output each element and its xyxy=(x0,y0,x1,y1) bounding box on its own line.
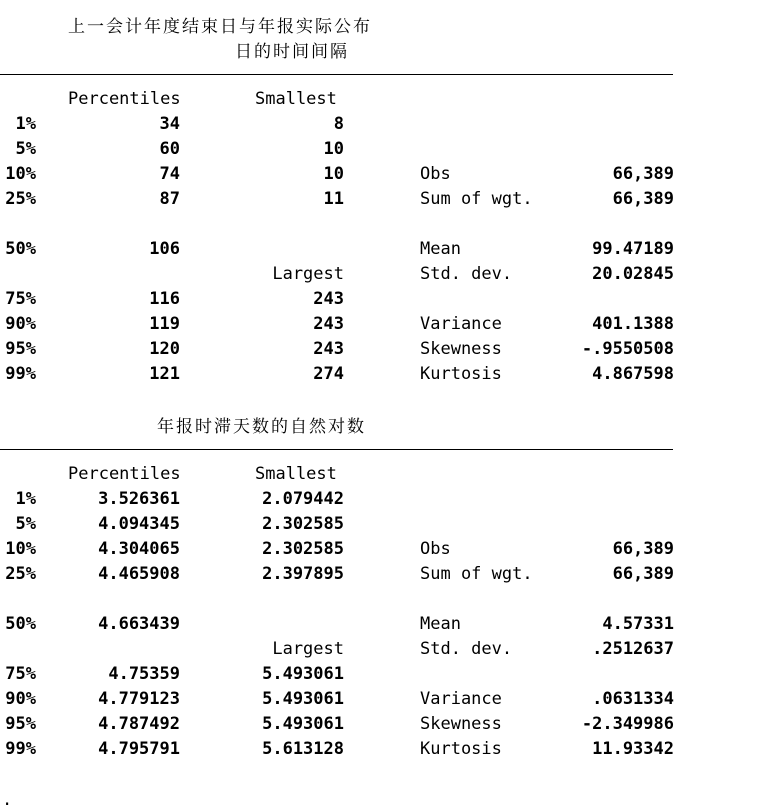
block2-smallest-value: 2.079442 xyxy=(262,489,344,509)
block1-largest-value: 243 xyxy=(313,339,344,359)
block1-smallest-header: Smallest xyxy=(255,89,337,109)
block1-obs-label: Obs xyxy=(420,164,451,184)
block1-sumwgt-value: 66,389 xyxy=(612,189,674,209)
block1-title-line2: 日的时间间隔 xyxy=(235,42,349,62)
block2-pct-value: 3.526361 xyxy=(98,489,180,509)
block2-pct-label: 1% xyxy=(15,489,36,509)
block2-sd-value: .2512637 xyxy=(592,639,674,659)
block1-pct-value: 60 xyxy=(159,139,180,159)
block1-pct-label: 95% xyxy=(5,339,36,359)
block1-pct-label: 90% xyxy=(5,314,36,334)
block1-skewness-label: Skewness xyxy=(420,339,502,359)
block2-pct-value: 4.465908 xyxy=(98,564,180,584)
block2-smallest-value: 2.302585 xyxy=(262,539,344,559)
block1-pct-label: 99% xyxy=(5,364,36,384)
block1-pct-value: 116 xyxy=(149,289,180,309)
block2-pct-label: 75% xyxy=(5,664,36,684)
block2-sd-label: Std. dev. xyxy=(420,639,513,659)
block1-sd-label: Std. dev. xyxy=(420,264,513,284)
block2-pct-value: 4.779123 xyxy=(98,689,180,709)
block1-pct-label: 50% xyxy=(5,239,36,259)
block1-divider xyxy=(0,74,673,75)
block1-pct-label: 1% xyxy=(15,114,36,134)
block1-title-line1: 上一会计年度结束日与年报实际公布 xyxy=(68,17,372,37)
block2-skewness-value: -2.349986 xyxy=(581,714,674,734)
block2-largest-value: 5.493061 xyxy=(262,689,344,709)
block1-variance-value: 401.1388 xyxy=(592,314,674,334)
block2-skewness-label: Skewness xyxy=(420,714,502,734)
block2-kurtosis-label: Kurtosis xyxy=(420,739,502,759)
block2-kurtosis-value: 11.93342 xyxy=(592,739,674,759)
block2-variance-value: .0631334 xyxy=(592,689,674,709)
block2-pct-value: 4.304065 xyxy=(98,539,180,559)
block2-smallest-header: Smallest xyxy=(255,464,337,484)
block1-skewness-value: -.9550508 xyxy=(581,339,674,359)
block2-obs-value: 66,389 xyxy=(612,539,674,559)
block2-variance-label: Variance xyxy=(420,689,502,709)
block1-smallest-value: 10 xyxy=(323,164,344,184)
block1-sumwgt-label: Sum of wgt. xyxy=(420,189,533,209)
block2-largest-header: Largest xyxy=(272,639,344,659)
command-prompt[interactable]: . xyxy=(2,790,13,810)
block1-percentiles-header: Percentiles xyxy=(68,89,181,109)
block1-kurtosis-value: 4.867598 xyxy=(592,364,674,384)
block2-pct-value: 4.663439 xyxy=(98,614,180,634)
block2-pct-label: 95% xyxy=(5,714,36,734)
block2-sumwgt-label: Sum of wgt. xyxy=(420,564,533,584)
block2-largest-value: 5.493061 xyxy=(262,664,344,684)
block1-pct-value: 74 xyxy=(159,164,180,184)
block2-mean-label: Mean xyxy=(420,614,461,634)
block2-pct-label: 99% xyxy=(5,739,36,759)
block2-pct-value: 4.795791 xyxy=(98,739,180,759)
block2-smallest-value: 2.397895 xyxy=(262,564,344,584)
block1-smallest-value: 10 xyxy=(323,139,344,159)
block2-largest-value: 5.613128 xyxy=(262,739,344,759)
block1-variance-label: Variance xyxy=(420,314,502,334)
block2-pct-label: 25% xyxy=(5,564,36,584)
block2-smallest-value: 2.302585 xyxy=(262,514,344,534)
block2-title: 年报时滞天数的自然对数 xyxy=(157,417,366,437)
block1-mean-value: 99.47189 xyxy=(592,239,674,259)
block1-largest-value: 274 xyxy=(313,364,344,384)
block1-pct-value: 87 xyxy=(159,189,180,209)
block1-pct-label: 25% xyxy=(5,189,36,209)
block1-pct-value: 121 xyxy=(149,364,180,384)
block2-mean-value: 4.57331 xyxy=(602,614,674,634)
block1-kurtosis-label: Kurtosis xyxy=(420,364,502,384)
block1-pct-label: 75% xyxy=(5,289,36,309)
block2-pct-value: 4.787492 xyxy=(98,714,180,734)
block2-pct-value: 4.094345 xyxy=(98,514,180,534)
block1-pct-label: 5% xyxy=(15,139,36,159)
block1-pct-value: 106 xyxy=(149,239,180,259)
block1-obs-value: 66,389 xyxy=(612,164,674,184)
block1-pct-label: 10% xyxy=(5,164,36,184)
block1-smallest-value: 11 xyxy=(323,189,344,209)
block1-sd-value: 20.02845 xyxy=(592,264,674,284)
block2-pct-label: 50% xyxy=(5,614,36,634)
block2-obs-label: Obs xyxy=(420,539,451,559)
block1-pct-value: 119 xyxy=(149,314,180,334)
block1-largest-value: 243 xyxy=(313,289,344,309)
block2-percentiles-header: Percentiles xyxy=(68,464,181,484)
block2-pct-label: 10% xyxy=(5,539,36,559)
block1-smallest-value: 8 xyxy=(333,114,344,134)
block1-mean-label: Mean xyxy=(420,239,461,259)
block1-pct-value: 34 xyxy=(159,114,180,134)
block2-pct-label: 90% xyxy=(5,689,36,709)
block1-largest-value: 243 xyxy=(313,314,344,334)
block1-largest-header: Largest xyxy=(272,264,344,284)
block2-pct-value: 4.75359 xyxy=(108,664,180,684)
block2-sumwgt-value: 66,389 xyxy=(612,564,674,584)
block2-divider xyxy=(0,449,673,450)
block1-pct-value: 120 xyxy=(149,339,180,359)
block2-pct-label: 5% xyxy=(15,514,36,534)
block2-largest-value: 5.493061 xyxy=(262,714,344,734)
